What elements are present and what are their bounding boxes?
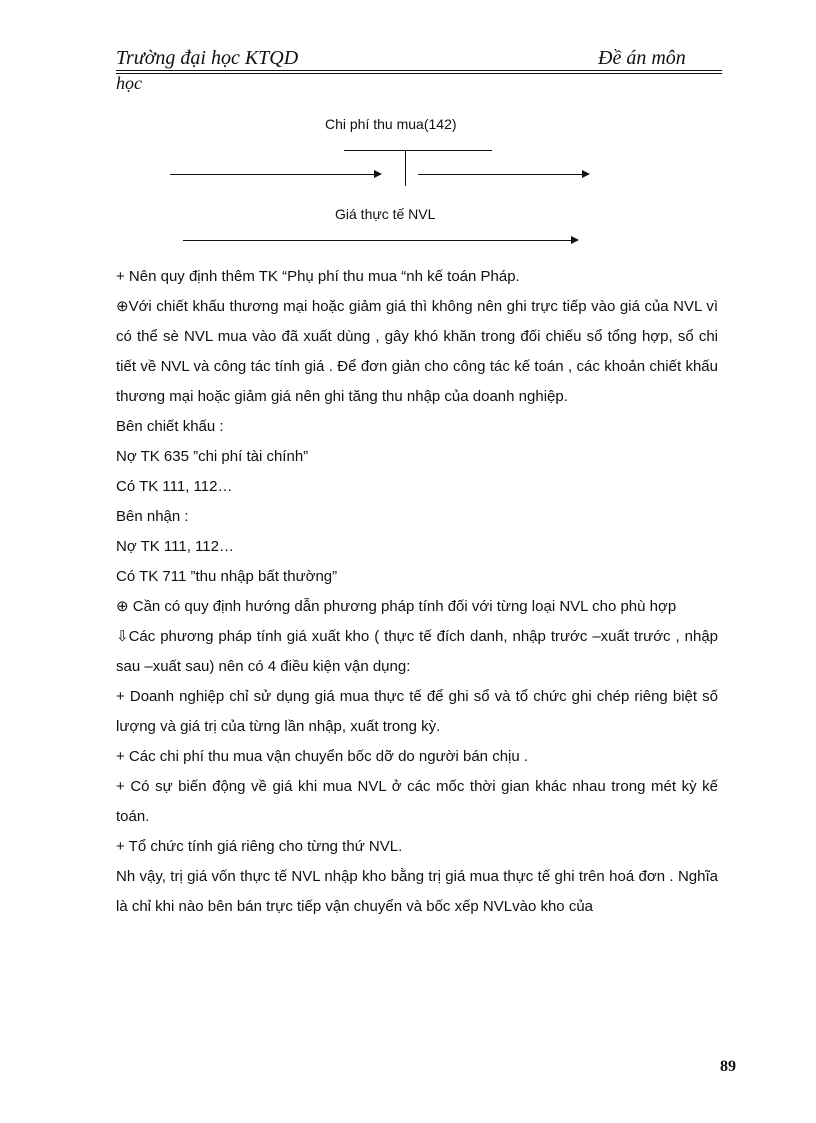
body-text	[116, 262, 718, 922]
paragraph-tri-gia-von: Nh vậy, trị giá vốn thực tế NVL nhập kho bằng trị giá mua thực tế ghi trên hoá đơn . Nghĩa là chỉ khi nào bên bán trực tiếp vận chuyển và bốc xếp NVLvào kho của	[116, 868, 718, 915]
paragraph-chiet-khau: ⊕Với chiết khấu thương mại hoặc giảm giá thì không nên ghi trực tiếp vào giá của NVL vì có thể sè NVL mua vào đã xuất dùng , gây khó khăn trong đối chiếu sổ tổng hợp, sổ chi tiết về NVL và công tác tính giá . Để đơn giản cho công tác kế toán , các khoản chiết khấu thương mại hoặc giảm giá nên ghi tăng thu nhập của doanh nghiệp.	[116, 298, 718, 405]
arrow-into-account-line	[170, 174, 376, 175]
paragraph-co-tk-711: Có TK 711 ”thu nhập bất thường”	[116, 568, 338, 585]
paragraph-dieu-kien-3: + Có sự biến động về giá khi mua NVL ở các mốc thời gian khác nhau trong mét kỳ kế toán.	[116, 778, 718, 825]
paragraph-ben-chiet-khau: Bên chiết khấu :	[116, 418, 224, 435]
paragraph-no-tk-111: Nợ TK 111, 112…	[116, 538, 234, 555]
paragraph-ben-nhan: Bên nhận :	[116, 508, 189, 525]
page-number: 89	[720, 1058, 736, 1075]
arrow-out-of-account-line	[418, 174, 584, 175]
t-account-top-bar	[344, 150, 492, 151]
paragraph-co-tk-111: Có TK 111, 112…	[116, 478, 233, 495]
arrow-bottom-head	[571, 236, 579, 244]
arrow-bottom-line	[183, 240, 573, 241]
arrow-into-account-head	[374, 170, 382, 178]
paragraph-phuong-phap: ⇩Các phương pháp tính giá xuất kho ( thực tế đích danh, nhập trước –xuất trước , nhập sau –xuất sau) nên có 4 điều kiện vận dụng:	[116, 628, 718, 675]
paragraph-quy-dinh: ⊕ Cần có quy định hướng dẫn phương pháp tính đối với từng loại NVL cho phù hợp	[116, 598, 677, 615]
arrow-out-of-account-head	[582, 170, 590, 178]
paragraph-dieu-kien-1: + Doanh nghiệp chỉ sử dụng giá mua thực tế để ghi sổ và tổ chức ghi chép riêng biệt số lượng và giá trị của từng lần nhập, xuất trong kỳ.	[116, 688, 718, 735]
diagram-top-label: Chi phí thu mua(142)	[325, 116, 457, 132]
diagram-bottom-label: Giá thực tế NVL	[335, 206, 436, 222]
header-course-continuation: học	[116, 73, 142, 93]
header-rule-top	[116, 70, 722, 71]
header-course: Đề án môn	[598, 47, 686, 69]
paragraph-dieu-kien-4: + Tổ chức tính giá riêng cho từng thứ NVL.	[116, 838, 403, 855]
paragraph-dieu-kien-2: + Các chi phí thu mua vận chuyển bốc dỡ do người bán chịu .	[116, 748, 529, 765]
paragraph-ke-toan-phap: + Nên quy định thêm TK “Phụ phí thu mua “nh kế toán Pháp.	[116, 268, 520, 285]
header-rule-bottom	[116, 73, 722, 74]
t-account-stem	[405, 150, 406, 186]
header-school: Trường đại học KTQD	[116, 47, 299, 69]
paragraph-no-tk-635: Nợ TK 635 ”chi phí tài chính”	[116, 448, 309, 465]
